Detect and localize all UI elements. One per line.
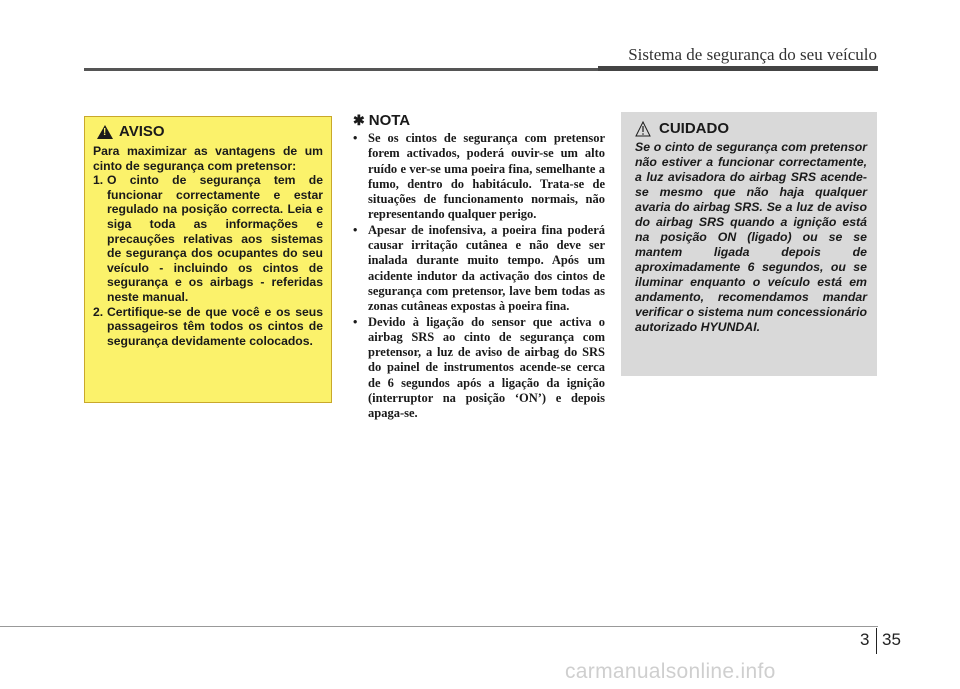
nota-item-text: Se os cintos de segurança com pretensor forem activados, poderá ouvir-se um alto ruído e ver-se uma poeira fina, semelhante a fumo, dentro do habitáculo. Trata-se de situações de funcionamento normais, não representando qualquer perigo. [368, 131, 605, 222]
aviso-body [93, 144, 323, 348]
aviso-box [84, 116, 332, 403]
nota-section [353, 112, 605, 422]
cuidado-title: CUIDADO [659, 120, 729, 137]
header-title: Sistema de segurança do seu veículo [628, 45, 877, 64]
page-number-separator [876, 628, 877, 654]
aviso-item-text: O cinto de segurança tem de funcionar correctamente e estar regulado na posição correcta. Leia e siga toda as informações e precauções relativas aos sistemas de segurança dos ocupantes do seu veículo - incluindo os cintos de segurança e os airbags - referidas neste manual. [107, 173, 323, 304]
aviso-title: AVISO [119, 123, 165, 140]
aviso-item-number: 2. [93, 304, 104, 319]
bullet: • [353, 131, 358, 145]
aviso-item-number: 1. [93, 173, 104, 188]
note-star-icon: ✱ [353, 112, 365, 128]
warning-triangle-icon [97, 125, 113, 139]
bullet: • [353, 222, 358, 237]
nota-item [353, 131, 605, 223]
nota-item-text: Apesar de inofensiva, a poeira fina poderá causar irritação cutânea e não deve ser inalada durante muito tempo. Após um acidente indutor da activação dos cintos de segurança com pretensor, lave bem todas as zonas cutâneas expostas à poeira fina. [368, 222, 605, 314]
caution-triangle-icon [635, 121, 651, 137]
header-rule-accent [598, 66, 878, 71]
cuidado-box [621, 112, 877, 376]
bullet: • [353, 314, 358, 329]
cuidado-text: Se o cinto de segurança com pretensor não estiver a funcionar correctamente, a luz avisadora do airbag SRS acende-se mesmo que não haja qualquer avaria do airbag SRS. Se a luz de aviso do airbag SRS quando a ignição está na posição ON (ligado) ou se se mantem ligada depois de aproximadamente 6 segundos, ou se iluminar enquanto o veículo está em andamento, recomendamos mandar verificar o sistema num concessionário autorizado HYUNDAI. [635, 140, 867, 334]
chapter-number: 3 [860, 630, 870, 649]
nota-header [353, 112, 605, 129]
nota-item-text: Devido à ligação do sensor que activa o airbag SRS ao cinto de segurança com pretensor, a luz de aviso de airbag do SRS do painel de instrumentos acende-se cerca de 6 segundos após a ligação da ignição (interruptor na posição ‘ON’) e depois apaga-se. [368, 314, 605, 421]
nota-list [353, 131, 605, 422]
watermark: carmanualsonline.info [565, 660, 776, 683]
aviso-item [93, 305, 323, 349]
page-number: 35 [882, 630, 901, 649]
nota-item [353, 315, 605, 422]
aviso-item [93, 173, 323, 304]
aviso-header [97, 123, 323, 140]
aviso-intro: Para maximizar as vantagens de um cinto de segurança com pretensor: [93, 144, 323, 173]
aviso-item-text: Certifique-se de que você e os seus passageiros têm todos os cintos de segurança devidamente colocados. [107, 304, 323, 348]
nota-title: NOTA [368, 112, 411, 129]
footer-rule [0, 626, 878, 627]
cuidado-header [635, 120, 867, 137]
nota-item [353, 223, 605, 315]
